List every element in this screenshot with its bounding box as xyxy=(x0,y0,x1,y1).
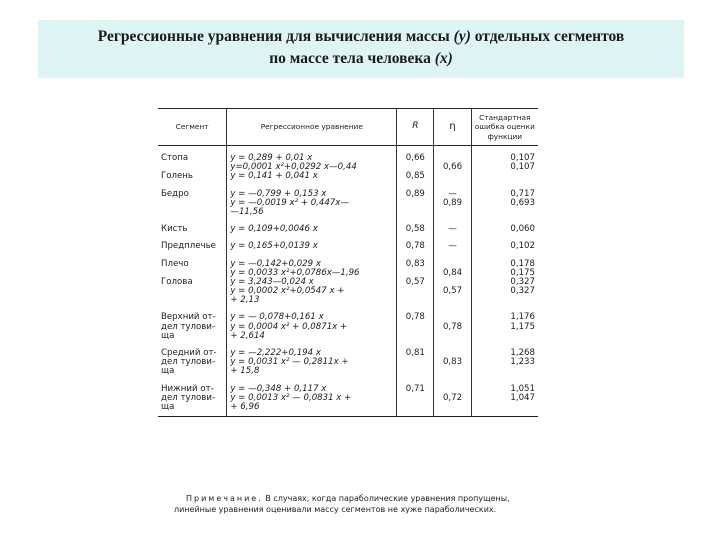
cell-eta xyxy=(434,146,471,182)
spacer-cell xyxy=(434,341,471,349)
eta-line: — xyxy=(448,188,457,199)
title-text-end: отдельных сегментов xyxy=(470,28,625,45)
table-note xyxy=(174,494,536,515)
cell-eta xyxy=(434,242,471,251)
cell-eta xyxy=(434,190,471,218)
equation-line: —11,56 xyxy=(230,206,264,217)
cell-eta xyxy=(434,385,471,417)
cell-segment xyxy=(158,385,227,417)
note-text: В случаях, когда параболические уравнения пропущены, линейные уравнения оценивали массу сегментов не хуже параболических. xyxy=(174,494,510,514)
error-line: 0,175 xyxy=(510,267,535,278)
title-text-2: по массе тела человека xyxy=(269,50,435,67)
error-line: 1,176 xyxy=(510,312,535,323)
cell-segment xyxy=(158,225,227,234)
cell-equation xyxy=(227,349,397,377)
segment-line xyxy=(161,208,223,217)
equation-line: y = —0,0019 x² + 0,447x— xyxy=(230,197,349,208)
equation-line: + 15,8 xyxy=(230,366,260,377)
segment-line: ща xyxy=(161,401,175,412)
segment-line: Верхний от- xyxy=(161,312,216,323)
table-row xyxy=(158,313,538,341)
segment-line: Стопа xyxy=(161,153,189,163)
eta-line: 0,66 xyxy=(442,162,463,173)
segment-line xyxy=(161,199,223,208)
spacer-cell xyxy=(434,377,471,385)
row-spacer xyxy=(158,182,538,190)
eta-line xyxy=(437,403,467,412)
r-line: 0,66 xyxy=(405,153,425,163)
segment-line: Кисть xyxy=(161,224,188,235)
segment-line: дел тулови- xyxy=(161,321,216,332)
r-line: 0,85 xyxy=(405,171,425,182)
table-row xyxy=(158,349,538,377)
note-label: Примечание. xyxy=(186,494,263,503)
segment-line xyxy=(161,287,223,296)
r-line xyxy=(400,287,430,296)
cell-equation xyxy=(227,385,397,417)
title-variable-x: (х) xyxy=(434,50,453,67)
cell-error xyxy=(471,313,538,341)
row-spacer xyxy=(158,377,538,385)
r-line xyxy=(400,394,430,403)
equation-line: y = — 0,078+0,161 x xyxy=(230,312,324,323)
header-error: Стандартная ошибка оценки функции xyxy=(471,109,538,146)
cell-error xyxy=(471,385,538,417)
table-row xyxy=(158,260,538,306)
table-body xyxy=(158,146,538,417)
equation-line: y = 0,0033 x²+0,0786x—1,96 xyxy=(230,267,360,278)
cell-error xyxy=(471,190,538,218)
equation-line: y = 0,0004 x² + 0,0871x + xyxy=(230,321,348,332)
title-line-1 xyxy=(38,26,684,48)
error-line: 0,107 xyxy=(510,162,535,173)
eta-line xyxy=(437,296,467,305)
segment-line: Средний от- xyxy=(161,348,217,358)
cell-equation xyxy=(227,190,397,218)
cell-r xyxy=(397,313,434,341)
r-line xyxy=(400,199,430,208)
table-header-row xyxy=(158,109,538,146)
r-line xyxy=(400,323,430,332)
eta-line: 0,84 xyxy=(442,267,463,278)
cell-segment xyxy=(158,260,227,306)
segment-line: ща xyxy=(161,330,175,341)
title-variable-y: (у) xyxy=(453,28,471,45)
cell-eta xyxy=(434,225,471,234)
segment-line: Плечо xyxy=(161,258,189,269)
header-eta: η xyxy=(434,109,471,146)
cell-equation xyxy=(227,242,397,251)
r-line: 0,57 xyxy=(405,276,425,287)
header-segment: Сегмент xyxy=(158,109,227,146)
segment-line: Нижний от- xyxy=(161,383,214,394)
eta-line: — xyxy=(448,241,457,252)
error-line: 1,051 xyxy=(510,383,535,394)
cell-segment xyxy=(158,190,227,218)
cell-r xyxy=(397,225,434,234)
equation-line: y = —0,142+0,029 x xyxy=(230,258,321,269)
cell-error xyxy=(471,242,538,251)
r-line: 0,83 xyxy=(405,258,425,269)
equation-line: y = 0,109+0,0046 x xyxy=(230,224,318,235)
title-line-2 xyxy=(38,48,684,70)
error-line xyxy=(475,403,535,412)
error-line xyxy=(475,367,535,376)
segment-line: Голова xyxy=(161,276,193,287)
equation-line: y = 3,243—0,024 x xyxy=(230,276,314,287)
cell-r xyxy=(397,349,434,377)
equation-line: y = 0,0013 x² — 0,0831 x + xyxy=(230,392,352,403)
eta-line: 0,72 xyxy=(442,392,463,403)
error-line: 0,107 xyxy=(510,153,535,163)
spacer-cell xyxy=(434,252,471,260)
eta-line: 0,89 xyxy=(442,197,463,208)
equation-line: + 2,13 xyxy=(230,295,260,306)
r-line: 0,78 xyxy=(405,241,425,252)
equation-line: y = 0,0031 x² — 0,2811x + xyxy=(230,357,349,368)
eta-line xyxy=(437,332,467,341)
error-line xyxy=(475,332,535,341)
r-line: 0,81 xyxy=(405,348,425,358)
cell-eta xyxy=(434,349,471,377)
eta-line xyxy=(437,208,467,217)
row-spacer xyxy=(158,217,538,225)
r-line xyxy=(400,332,430,341)
cell-segment xyxy=(158,146,227,182)
equation-line: y = —2,222+0,194 x xyxy=(230,348,321,358)
scanned-table-image xyxy=(158,108,540,528)
segment-line: дел тулови- xyxy=(161,392,216,403)
segment-line: Бедро xyxy=(161,188,189,199)
cell-error xyxy=(471,349,538,377)
slide-title-box xyxy=(38,20,684,78)
r-line xyxy=(400,208,430,217)
equation-line: y = —0,799 + 0,153 x xyxy=(230,188,327,199)
table-row xyxy=(158,385,538,417)
eta-line: — xyxy=(448,224,457,235)
segment-line xyxy=(161,296,223,305)
error-line: 0,327 xyxy=(510,286,535,297)
equation-line: + 2,614 xyxy=(230,330,265,341)
cell-equation xyxy=(227,313,397,341)
cell-error xyxy=(471,260,538,306)
cell-eta xyxy=(434,313,471,341)
cell-eta xyxy=(434,260,471,306)
error-line: 0,060 xyxy=(510,224,535,235)
cell-r xyxy=(397,385,434,417)
cell-equation xyxy=(227,146,397,182)
equation-line: y = —0,348 + 0,117 x xyxy=(230,383,327,394)
spacer-cell xyxy=(434,305,471,313)
cell-r xyxy=(397,146,434,182)
eta-line: 0,83 xyxy=(442,357,463,368)
header-r: R xyxy=(397,109,434,146)
eta-line: 0,57 xyxy=(442,286,463,297)
cell-error xyxy=(471,146,538,182)
segment-line: Предплечье xyxy=(161,241,216,252)
cell-error xyxy=(471,225,538,234)
r-line: 0,71 xyxy=(405,383,425,394)
header-equation: Регрессионное уравнение xyxy=(227,109,397,146)
r-line xyxy=(400,403,430,412)
error-line xyxy=(475,208,535,217)
r-line xyxy=(400,358,430,367)
row-spacer xyxy=(158,252,538,260)
eta-line xyxy=(437,367,467,376)
equation-line: y = 0,0002 x²+0,0547 x + xyxy=(230,286,345,297)
table-row xyxy=(158,242,538,251)
equation-line: + 6,96 xyxy=(230,401,260,412)
segment-line: Голень xyxy=(161,171,193,182)
error-line: 1,233 xyxy=(510,357,535,368)
table-row xyxy=(158,146,538,182)
equation-line: y=0,0001 x²+0,0292 x—0,44 xyxy=(230,162,357,173)
error-line: 0,102 xyxy=(510,241,535,252)
equation-line: y = 0,141 + 0,041 x xyxy=(230,171,318,182)
error-line: 0,717 xyxy=(510,188,535,199)
error-line: 0,693 xyxy=(510,197,535,208)
segment-line: дел тулови- xyxy=(161,357,216,368)
error-line xyxy=(475,296,535,305)
error-line: 0,327 xyxy=(510,276,535,287)
regression-table xyxy=(158,108,538,417)
cell-segment xyxy=(158,242,227,251)
r-line: 0,58 xyxy=(405,224,425,235)
eta-line: 0,78 xyxy=(442,321,463,332)
cell-r xyxy=(397,242,434,251)
cell-equation xyxy=(227,225,397,234)
r-line: 0,89 xyxy=(405,188,425,199)
cell-equation xyxy=(227,260,397,306)
equation-line: y = 0,165+0,0139 x xyxy=(230,241,318,252)
r-line xyxy=(400,367,430,376)
equation-line: y = 0,289 + 0,01 x xyxy=(230,153,313,163)
error-line: 1,175 xyxy=(510,321,535,332)
error-line: 0,178 xyxy=(510,258,535,269)
title-text: Регрессионные уравнения для вычисления массы xyxy=(97,28,454,45)
r-line xyxy=(400,296,430,305)
r-line: 0,78 xyxy=(405,312,425,323)
table-row xyxy=(158,190,538,218)
cell-r xyxy=(397,260,434,306)
cell-segment xyxy=(158,349,227,377)
eta-line xyxy=(437,172,467,181)
error-line: 1,268 xyxy=(510,348,535,358)
error-line xyxy=(475,172,535,181)
cell-segment xyxy=(158,313,227,341)
table-row xyxy=(158,225,538,234)
cell-r xyxy=(397,190,434,218)
segment-line: ща xyxy=(161,366,175,377)
error-line: 1,047 xyxy=(510,392,535,403)
